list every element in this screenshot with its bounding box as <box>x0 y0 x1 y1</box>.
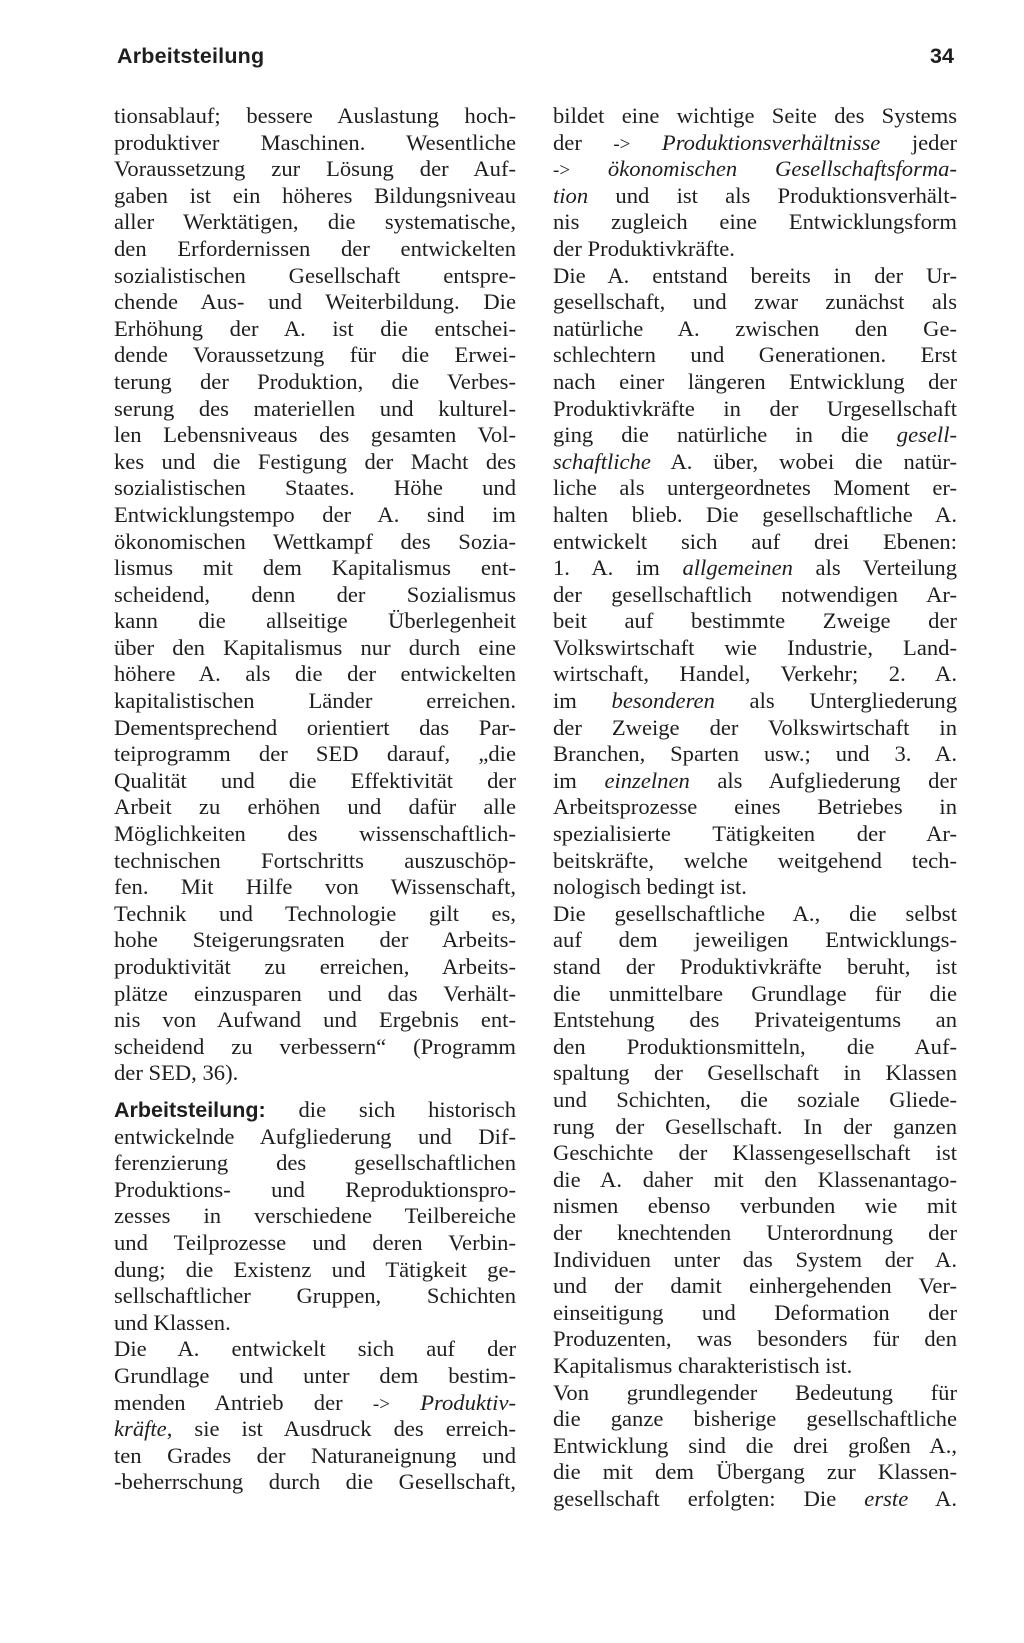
text-line: len Lebensniveaus des gesamten Vol- <box>114 422 516 448</box>
line-tion <box>553 183 957 210</box>
text-line: und Schichten, die soziale Gliede- <box>553 1086 957 1112</box>
text-line: Dementsprechend orientiert das Par- <box>114 714 516 740</box>
left-column-tail <box>114 1443 516 1496</box>
line-einzelnen <box>553 768 957 795</box>
text-line: der knechtenden Unterordnung der <box>553 1219 957 1245</box>
line-text: A. <box>908 1485 957 1511</box>
text-line: nach einer längeren Entwicklung der <box>553 368 957 394</box>
text-line: schlechtern und Generationen. Erst <box>553 342 957 368</box>
text-line: und Klassen. <box>114 1309 231 1335</box>
line-schaftliche <box>553 449 957 476</box>
text-line: höhere A. als die der entwickelten <box>114 661 516 687</box>
text-line: die unmittelbare Grundlage für die <box>553 980 957 1006</box>
text-line: Erhöhung der A. ist die entschei- <box>114 315 516 341</box>
text-line: Grundlage und unter dem bestim- <box>114 1362 516 1388</box>
line-text: jeder <box>880 129 957 155</box>
text-line: Individuen unter das System der A. <box>553 1246 957 1272</box>
left-column-continuation <box>114 103 516 1087</box>
text-line: über den Kapitalismus nur durch eine <box>114 634 516 660</box>
text-line: hohe Steigerungsraten der Arbeits- <box>114 927 516 953</box>
cross-reference-produktivkraefte[interactable]: Produktiv- <box>420 1389 516 1415</box>
text-line: nis von Aufwand und Ergebnis ent- <box>114 1007 516 1033</box>
italic-term: einzelnen <box>604 767 690 793</box>
text-line: tionsablauf; bessere Auslastung hoch- <box>114 103 516 128</box>
cross-reference-oekonomische-gesellschaftsformation[interactable]: ökonomischen Gesellschaftsforma- <box>607 156 957 182</box>
entry-headword: Arbeitsteilung: <box>114 1097 266 1122</box>
text-line: sozialistischen Gesellschaft entspre- <box>114 262 516 288</box>
text-line: technischen Fortschritts auszuschöp- <box>114 847 516 873</box>
text-line: halten blieb. Die gesellschaftliche A. <box>553 501 957 527</box>
text-line: Arbeit zu erhöhen und dafür alle <box>114 794 516 820</box>
line-oekonomischen <box>553 156 957 183</box>
italic-term: gesell- <box>896 422 957 448</box>
line-antrieb <box>114 1390 516 1417</box>
text-line: Technik und Technologie gilt es, <box>114 900 516 926</box>
line-text: gesellschaft erfolgten: Die <box>553 1485 865 1511</box>
page-number: 34 <box>930 44 954 68</box>
text-line: der SED, 36). <box>114 1060 239 1086</box>
text-line: scheidend zu verbessern“ (Programm <box>114 1033 516 1059</box>
line-text: A. über, wobei die natür- <box>650 448 957 474</box>
text-line: Volkswirtschaft wie Industrie, Land- <box>553 634 957 660</box>
text-line: bildet eine wichtige Seite des Systems <box>553 103 957 128</box>
text-line: ferenzierung des gesellschaftlichen <box>114 1150 516 1176</box>
text-line: Möglichkeiten des wissenschaftlich- <box>114 821 516 847</box>
text-line: Qualität und die Effektivität der <box>114 767 516 793</box>
text-line: ökonomischen Wettkampf des Sozia- <box>114 528 516 554</box>
text-line: beitskräfte, welche weitgehend tech- <box>553 847 957 873</box>
line-produktionsverhaeltnisse <box>553 130 957 157</box>
line-text: der <box>553 129 614 155</box>
line-text: menden Antrieb der <box>114 1389 373 1415</box>
entry-first-line-text: die sich historisch <box>265 1096 516 1122</box>
text-line: auf dem jeweiligen Entwicklungs- <box>553 927 957 953</box>
text-line: den Produktionsmitteln, die Auf- <box>553 1033 957 1059</box>
text-line: Kapitalismus charakteristisch ist. <box>553 1352 853 1378</box>
text-line: kapitalistischen Länder erreichen. <box>114 688 516 714</box>
line-kraefte <box>114 1416 516 1443</box>
text-line: chende Aus- und Weiterbildung. Die <box>114 289 516 315</box>
text-line: Von grundlegender Bedeutung für <box>553 1379 957 1405</box>
text-line: -beherrschung durch die Gesellschaft, <box>114 1469 516 1495</box>
italic-term: schaftliche <box>553 448 651 474</box>
text-line: zesses in verschiedene Teilbereiche <box>114 1203 516 1229</box>
text-line: natürliche A. zwischen den Ge- <box>553 315 957 341</box>
text-line: einseitigung und Deformation der <box>553 1299 957 1325</box>
text-line: der Zweige der Volkswirtschaft in <box>553 714 957 740</box>
text-line: und der damit einhergehenden Ver- <box>553 1273 957 1299</box>
text-line: Die gesellschaftliche A., die selbst <box>553 900 957 926</box>
text-line: aller Werktätigen, die systematische, <box>114 209 516 235</box>
text-line: lismus mit dem Kapitalismus ent- <box>114 555 516 581</box>
text-line: Entwicklungstempo der A. sind im <box>114 501 516 527</box>
text-line: Arbeitsprozesse eines Betriebes in <box>553 794 957 820</box>
text-line: stand der Produktivkräfte beruht, ist <box>553 954 957 979</box>
line-erste <box>553 1486 957 1513</box>
text-line: nologisch bedingt ist. <box>553 874 747 900</box>
text-line: plätze einzusparen und das Verhält- <box>114 980 516 1006</box>
text-line: dende Voraussetzung für die Erwei- <box>114 342 516 368</box>
text-line: wirtschaft, Handel, Verkehr; 2. A. <box>553 661 957 687</box>
text-line: gaben ist ein höheres Bildungsniveau <box>114 182 516 208</box>
line-text: und ist als Produktionsverhält- <box>588 182 957 208</box>
text-line: Die A. entwickelt sich auf der <box>114 1336 516 1362</box>
text-line: Produzenten, was besonders für den <box>553 1326 957 1352</box>
text-line: serung des materiellen und kulturel- <box>114 395 516 421</box>
entry-definition <box>114 1124 516 1390</box>
text-line: teiprogramm der SED darauf, „die <box>114 741 516 767</box>
text-line: Voraussetzung zur Lösung der Auf- <box>114 156 516 182</box>
line-text: 1. A. im <box>553 555 683 581</box>
italic-term: besonderen <box>611 688 715 714</box>
text-line: der gesellschaftlich notwendigen Ar- <box>553 581 957 607</box>
cross-reference-arrow-icon: -> <box>553 160 571 182</box>
line-text: als Aufgliederung der <box>689 767 958 793</box>
text-line: Entwicklung sind die drei großen A., <box>553 1432 957 1458</box>
line-text: , sie ist Ausdruck des erreich- <box>166 1416 516 1442</box>
text-line: ten Grades der Naturaneignung und <box>114 1442 516 1468</box>
text-line: Produktivkräfte in der Urgesellschaft <box>553 395 957 421</box>
text-line: liche als untergeordnetes Moment er- <box>553 475 957 501</box>
text-line: Entstehung des Privateigentums an <box>553 1007 957 1033</box>
line-allgemeinen <box>553 555 957 582</box>
text-line: die mit dem Übergang zur Klassen- <box>553 1459 957 1485</box>
text-line: produktivität zu erreichen, Arbeits- <box>114 954 516 979</box>
right-column-block <box>553 794 957 1485</box>
text-line: spaltung der Gesellschaft in Klassen <box>553 1060 957 1086</box>
text-line: nis zugleich eine Entwicklungsform <box>553 209 957 235</box>
text-line: Produktions- und Reproduktionspro- <box>114 1176 516 1202</box>
text-line: sozialistischen Staates. Höhe und <box>114 475 516 501</box>
line-text: als Untergliederung <box>714 688 957 714</box>
text-line: Die A. entstand bereits in der Ur- <box>553 262 957 288</box>
text-line: nismen ebenso verbunden wie mit <box>553 1193 957 1219</box>
text-line: rung der Gesellschaft. In der ganzen <box>553 1113 957 1139</box>
text-line: den Erfordernissen der entwickelten <box>114 235 516 261</box>
text-line: dung; die Existenz und Tätigkeit ge- <box>114 1256 516 1282</box>
text-line: kann die allseitige Überlegenheit <box>114 608 516 634</box>
text-line: spezialisierte Tätigkeiten der Ar- <box>553 821 957 847</box>
line-text: im <box>553 767 605 793</box>
right-column-block <box>553 475 957 555</box>
line-besonderen <box>553 688 957 715</box>
text-line: entwickelt sich auf drei Ebenen: <box>553 528 957 554</box>
text-line: die A. daher mit den Klassenantago- <box>553 1166 957 1192</box>
running-head: Arbeitsteilung <box>117 44 265 68</box>
cross-reference-kraefte[interactable]: kräfte <box>114 1416 167 1442</box>
cross-reference-arrow-icon: -> <box>613 133 631 155</box>
italic-term: erste <box>864 1485 909 1511</box>
text-line: der Produktivkräfte. <box>553 235 735 261</box>
text-line: fen. Mit Hilfe von Wissenschaft, <box>114 874 516 900</box>
cross-reference-arrow-icon: -> <box>372 1393 390 1415</box>
text-line: entwickelnde Aufgliederung und Dif- <box>114 1123 516 1149</box>
text-line: scheidend, denn der Sozialismus <box>114 581 516 607</box>
text-line: terung der Produktion, die Verbes- <box>114 368 516 394</box>
line-text: als Verteilung <box>792 555 957 581</box>
line-text: ging die natürliche in die <box>553 422 897 448</box>
text-line: gesellschaft, und zwar zunächst als <box>553 289 957 315</box>
left-column <box>114 103 516 1496</box>
right-column-block <box>553 582 957 688</box>
cross-reference-produktionsverhaeltnisse[interactable]: Produktionsverhältnisse <box>661 129 881 155</box>
text-line: sellschaftlicher Gruppen, Schichten <box>114 1283 516 1309</box>
right-column-block <box>553 715 957 768</box>
text-line: Branchen, Sparten usw.; und 3. A. <box>553 741 957 767</box>
text-line: die ganze bisherige gesellschaftliche <box>553 1406 957 1432</box>
text-line: produktiver Maschinen. Wesentliche <box>114 129 516 155</box>
text-line: kes und die Festigung der Macht des <box>114 448 516 474</box>
text-line: und Teilprozesse und deren Verbin- <box>114 1229 516 1255</box>
text-line: Geschichte der Klassengesellschaft ist <box>553 1140 957 1166</box>
text-line: beit auf bestimmte Zweige der <box>553 608 957 634</box>
right-column <box>553 103 957 1512</box>
right-column-block <box>553 209 957 422</box>
cross-reference-tion[interactable]: tion <box>553 182 589 208</box>
entry-first-line <box>114 1097 516 1124</box>
italic-term: allgemeinen <box>682 555 793 581</box>
line-gesell <box>553 422 957 449</box>
line-text: im <box>553 688 612 714</box>
